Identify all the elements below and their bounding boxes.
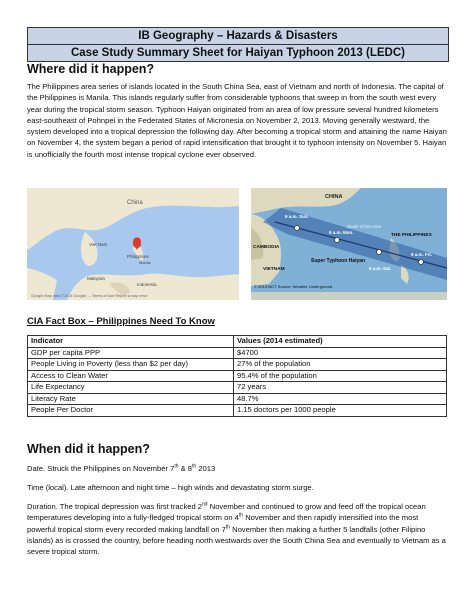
map-label-fri: 9 a.m. Fri. [411, 252, 433, 257]
where-heading: Where did it happen? [27, 62, 155, 76]
indicator-cell: People Living in Poverty (less than $2 per day) [28, 359, 234, 371]
fact-box-table [27, 335, 447, 417]
value-cell: 95.4% of the population [234, 370, 447, 382]
map-label-south-china-sea: South China Sea [347, 224, 382, 229]
typhoon-track-map [251, 188, 447, 300]
map-label-china: CHINA [325, 194, 343, 200]
map-label-sun: 9 a.m. Sun. [285, 214, 309, 219]
value-cell: $4700 [234, 347, 447, 359]
value-cell: 27% of the population [234, 359, 447, 371]
value-cell: 48.7% [234, 393, 447, 405]
map-footer: Google Map data ©2014 Google, ... Terms of Use Report a map error [31, 294, 148, 298]
map-label-typhoon: Super Typhoon Haiyan [311, 258, 366, 264]
fact-box-heading: CIA Fact Box – Philippines Need To Know [27, 316, 215, 327]
document-subtitle: Case Study Summary Sheet for Haiyan Typhoon 2013 (LEDC) [28, 44, 448, 61]
duration-paragraph: Duration. The tropical depression was first tracked 2nd November and continued to grow and feed off the tropical ocean temperatures developing into a fully-fledged tropical storm on 4th November and then rapidly intensified into the most powerful tropical storm every recorded making landfall on 7th November then making a further 5 landfalls (other Filipino islands) as is crossed the country, before heading north westwards over the South China Sea and eventually to Vietnam as a severe tropical storm. [27, 501, 446, 557]
table-row [28, 347, 447, 359]
when-heading: When did it happen? [27, 442, 150, 456]
map-label-philippines: THE PHILIPPINES [391, 233, 432, 238]
map-label-mon: 9 a.m. Mon. [329, 230, 354, 235]
map-label-sat: 9 a.m. Sat. [369, 266, 392, 271]
map-label-vietnam: VIETNAM [263, 267, 285, 272]
value-cell: 1.15 doctors per 1000 people [234, 405, 447, 417]
title-box [27, 27, 449, 62]
document-title: IB Geography – Hazards & Disasters [138, 30, 338, 42]
map-label-china: China [127, 200, 143, 206]
indicator-cell: Access to Clean Water [28, 370, 234, 382]
map-credit: © 2013 MCT Source: Weather Underground [254, 284, 333, 289]
map-label-indonesia: Indonesia [137, 282, 157, 287]
table-row [28, 370, 447, 382]
value-cell: 72 years [234, 382, 447, 394]
map-label-manila: Manila [139, 260, 151, 265]
date-line: Date. Struck the Philippines on November 7th & 8th 2013 [27, 463, 216, 473]
time-line: Time (local). Late afternoon and night time – high winds and devastating storm surge. [27, 483, 314, 492]
indicator-cell: Literacy Rate [28, 393, 234, 405]
table-header-row [28, 336, 447, 348]
indicator-cell: GDP per capita PPP [28, 347, 234, 359]
column-header: Values (2014 estimated) [234, 336, 447, 348]
map-label-malaysia: Malaysia [87, 276, 105, 281]
google-map [27, 188, 239, 300]
map-label-cambodia: CAMBODIA [253, 245, 280, 250]
table-row [28, 405, 447, 417]
indicator-cell: People Per Doctor [28, 405, 234, 417]
table-row [28, 393, 447, 405]
table-row [28, 382, 447, 394]
indicator-cell: Life Expectancy [28, 382, 234, 394]
where-paragraph: The Philippines area series of islands located in the South China Sea, east of Vietnam and north of Indonesia. The capital of the Philippines is Manila. This islands regularly suffer from considerable typhoons that sweep in from the south west every year during the tropical storm season. Typhoon Haiyan originated from an area of low pressure several hundred kilometers east-southeast of Pohnpei in the Federated States of Micronesia on November 2, 2013. Moving generally westward, the system developed into a tropical depression the following day. After becoming a tropical storm and attaining the name Haiyan on November 4, the system began a period of rapid intensification that brought it to typhoon intensity on November 5. Haiyan is unofficially the fourth most intense tropical cyclone ever observed. [27, 82, 447, 159]
table-row [28, 359, 447, 371]
map-label-philippines: Philippines [127, 254, 149, 259]
column-header: Indicator [28, 336, 234, 348]
map-label-vietnam: Viet Nam [89, 242, 108, 247]
